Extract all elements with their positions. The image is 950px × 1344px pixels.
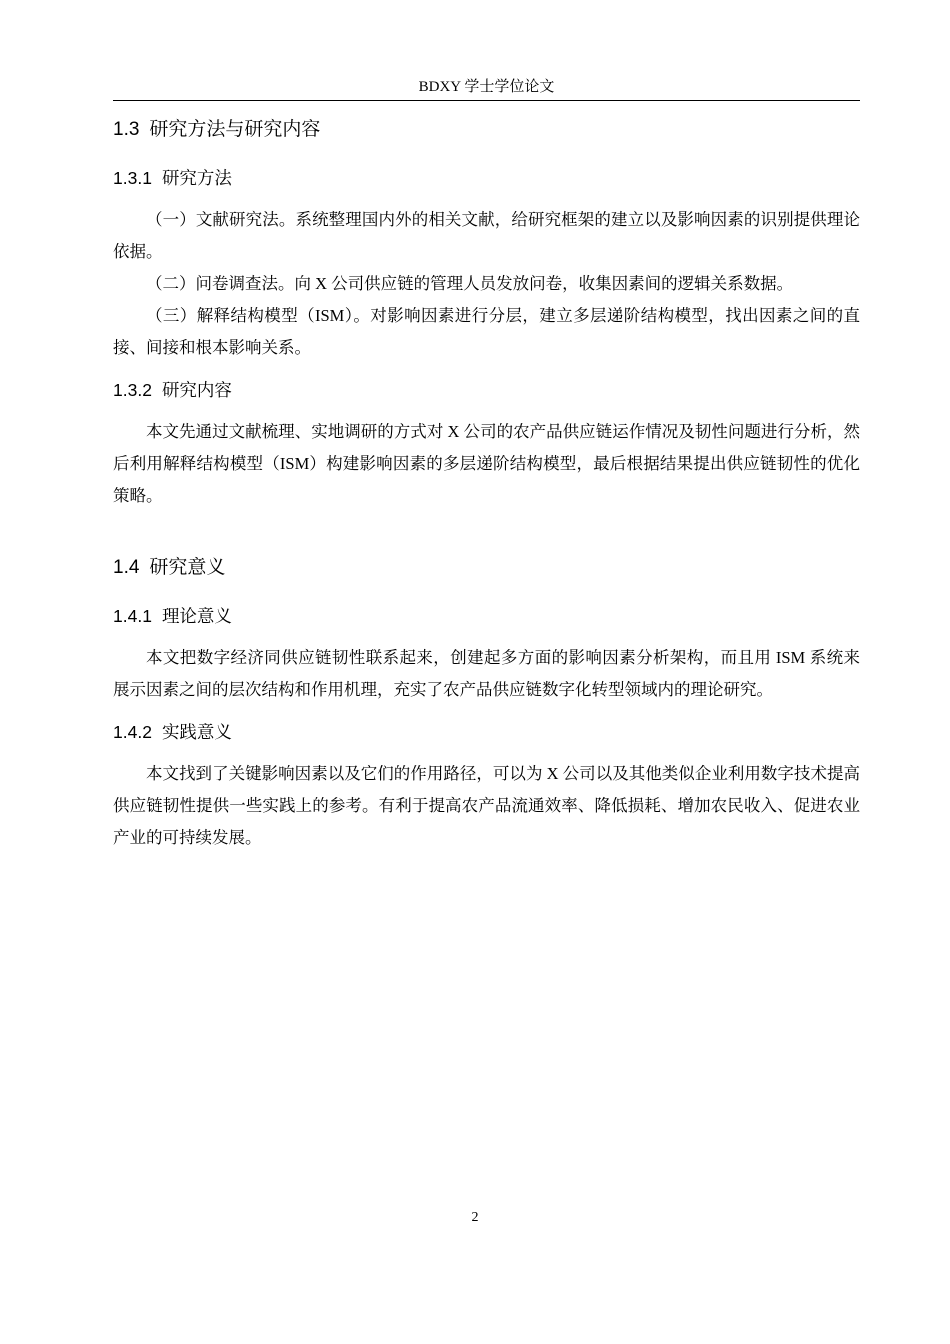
running-header: BDXY 学士学位论文 <box>418 79 555 95</box>
page-content <box>113 112 860 854</box>
header-rule <box>113 100 860 101</box>
section-number: 1.3 <box>113 119 140 140</box>
subsection-heading-1-4-2 <box>113 716 860 748</box>
subsection-title: 研究方法 <box>161 168 232 188</box>
section-title: 研究意义 <box>149 557 226 578</box>
paragraph: 本文先通过文献梳理、实地调研的方式对 X 公司的农产品供应链运作情况及韧性问题进行分析，然后利用解释结构模型（ISM）构建影响因素的多层递阶结构模型，最后根据结果提出供应链韧性的优化策略。 <box>113 422 860 505</box>
subsection-number: 1.4.2 <box>113 722 152 742</box>
subsection-number: 1.3.2 <box>113 380 152 400</box>
subsection-heading-1-3-2 <box>113 374 860 406</box>
subsection-title: 理论意义 <box>161 606 232 626</box>
subsection-title: 研究内容 <box>161 380 232 400</box>
page-number: 2 <box>471 1210 479 1225</box>
paragraph: （一）文献研究法。系统整理国内外的相关文献，给研究框架的建立以及影响因素的识别提供理论依据。 <box>113 210 860 261</box>
subsection-title: 实践意义 <box>161 722 232 742</box>
subsection-heading-1-3-1 <box>113 162 860 194</box>
subsection-number: 1.3.1 <box>113 168 152 188</box>
section-heading-1-3 <box>113 112 860 148</box>
paragraph: （二）问卷调查法。向 X 公司供应链的管理人员发放问卷，收集因素间的逻辑关系数据。 <box>146 274 794 293</box>
paragraph: 本文找到了关键影响因素以及它们的作用路径，可以为 X 公司以及其他类似企业利用数字技术提高供应链韧性提供一些实践上的参考。有利于提高农产品流通效率、降低损耗、增加农民收入、促进农业产业的可持续发展。 <box>113 764 860 847</box>
section-heading-1-4 <box>113 550 860 586</box>
section-number: 1.4 <box>113 557 140 578</box>
paragraph: （三）解释结构模型（ISM）。对影响因素进行分层，建立多层递阶结构模型，找出因素之间的直接、间接和根本影响关系。 <box>113 306 860 357</box>
paragraph: 本文把数字经济同供应链韧性联系起来，创建起多方面的影响因素分析架构，而且用 ISM 系统来展示因素之间的层次结构和作用机理，充实了农产品供应链数字化转型领域内的理论研究。 <box>113 648 860 699</box>
subsection-heading-1-4-1 <box>113 600 860 632</box>
subsection-number: 1.4.1 <box>113 606 152 626</box>
section-title: 研究方法与研究内容 <box>149 119 321 140</box>
